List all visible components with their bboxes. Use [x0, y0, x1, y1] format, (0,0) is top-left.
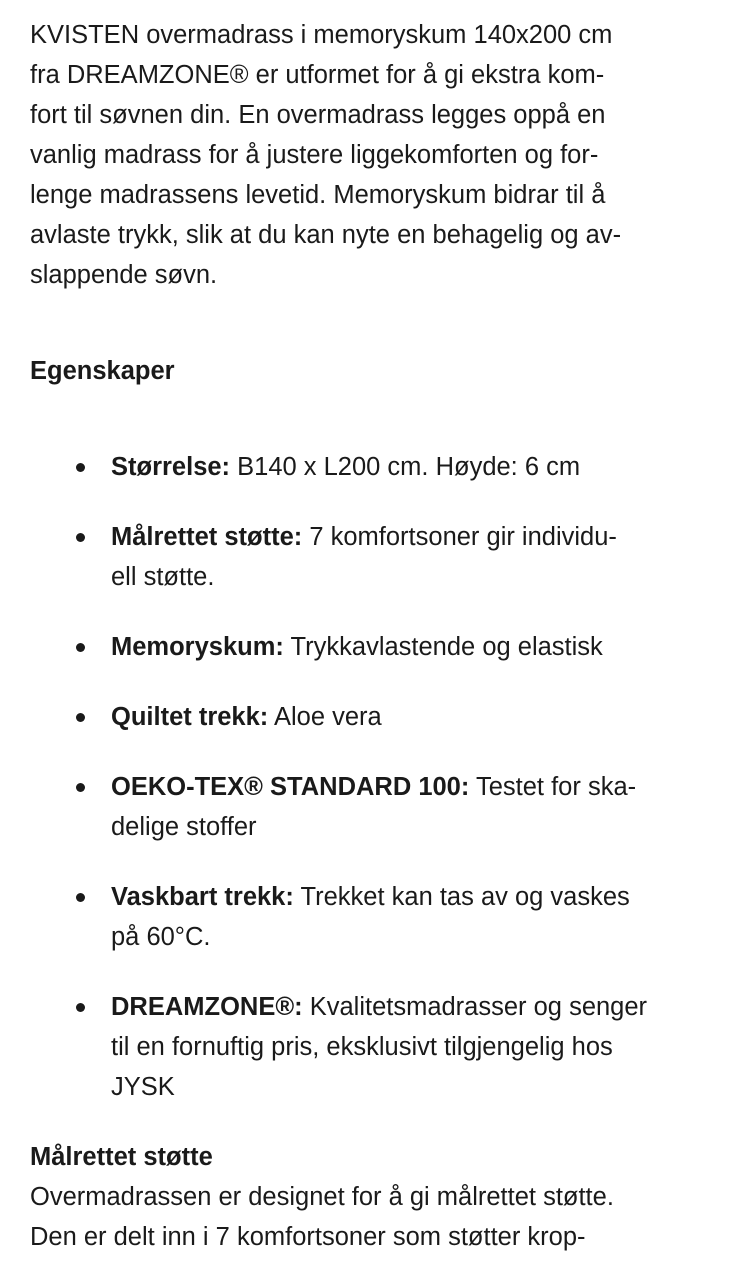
feature-line: ell støtte. [111, 563, 215, 591]
feature-label: OEKO-TEX® STANDARD 100: [111, 773, 470, 801]
feature-line [111, 697, 382, 737]
feature-line [111, 987, 647, 1027]
feature-line [111, 627, 603, 667]
feature-text: 7 komfortsoner gir individu- [302, 523, 617, 551]
intro-line: lenge madrassens levetid. Memoryskum bidrar til å [30, 181, 606, 209]
bullet-icon [76, 463, 85, 472]
feature-item [111, 517, 617, 597]
feature-label: Vaskbart trekk: [111, 883, 294, 911]
feature-text: B140 x L200 cm. Høyde: 6 cm [230, 453, 581, 481]
intro-line: avlaste trykk, slik at du kan nyte en behagelig og av- [30, 221, 622, 249]
features-heading: Egenskaper [30, 357, 175, 385]
feature-item [111, 447, 580, 487]
feature-text: Trykkavlastende og elastisk [283, 633, 603, 661]
feature-line: på 60°C. [111, 923, 211, 951]
bullet-icon [76, 713, 85, 722]
feature-text: Kvalitetsmadrasser og senger [302, 993, 648, 1021]
bullet-icon [76, 1003, 85, 1012]
feature-label: DREAMZONE®: [111, 993, 303, 1021]
intro-line: KVISTEN overmadrass i memoryskum 140x200 cm [30, 21, 613, 49]
intro-line: fra DREAMZONE® er utformet for å gi ekstra kom- [30, 61, 605, 89]
bullet-icon [76, 893, 85, 902]
bullet-icon [76, 783, 85, 792]
feature-text: Testet for ska- [469, 773, 637, 801]
feature-label: Quiltet trekk: [111, 703, 269, 731]
feature-line [111, 447, 580, 487]
feature-label: Størrelse: [111, 453, 231, 481]
feature-label: Målrettet støtte: [111, 523, 303, 551]
bullet-icon [76, 643, 85, 652]
feature-item [111, 767, 636, 847]
feature-item [111, 877, 630, 957]
intro-line: vanlig madrass for å justere liggekomforten og for- [30, 141, 599, 169]
support-line: Overmadrassen er designet for å gi målrettet støtte. [30, 1183, 614, 1211]
feature-line [111, 767, 636, 807]
feature-line [111, 517, 617, 557]
intro-line: slappende søvn. [30, 261, 218, 289]
feature-item [111, 627, 603, 667]
support-heading: Målrettet støtte [30, 1143, 213, 1171]
intro-line: fort til søvnen din. En overmadrass legges oppå en [30, 101, 606, 129]
feature-item [111, 987, 647, 1107]
feature-label: Memoryskum: [111, 633, 284, 661]
bullet-icon [76, 533, 85, 542]
feature-line: JYSK [111, 1073, 175, 1101]
feature-text: Aloe vera [268, 703, 382, 731]
feature-line [111, 877, 630, 917]
feature-item [111, 697, 382, 737]
feature-line: delige stoffer [111, 813, 257, 841]
support-line: Den er delt inn i 7 komfortsoner som støtter krop- [30, 1223, 586, 1251]
feature-text: Trekket kan tas av og vaskes [293, 883, 630, 911]
feature-line: til en fornuftig pris, eksklusivt tilgjengelig hos [111, 1033, 613, 1061]
